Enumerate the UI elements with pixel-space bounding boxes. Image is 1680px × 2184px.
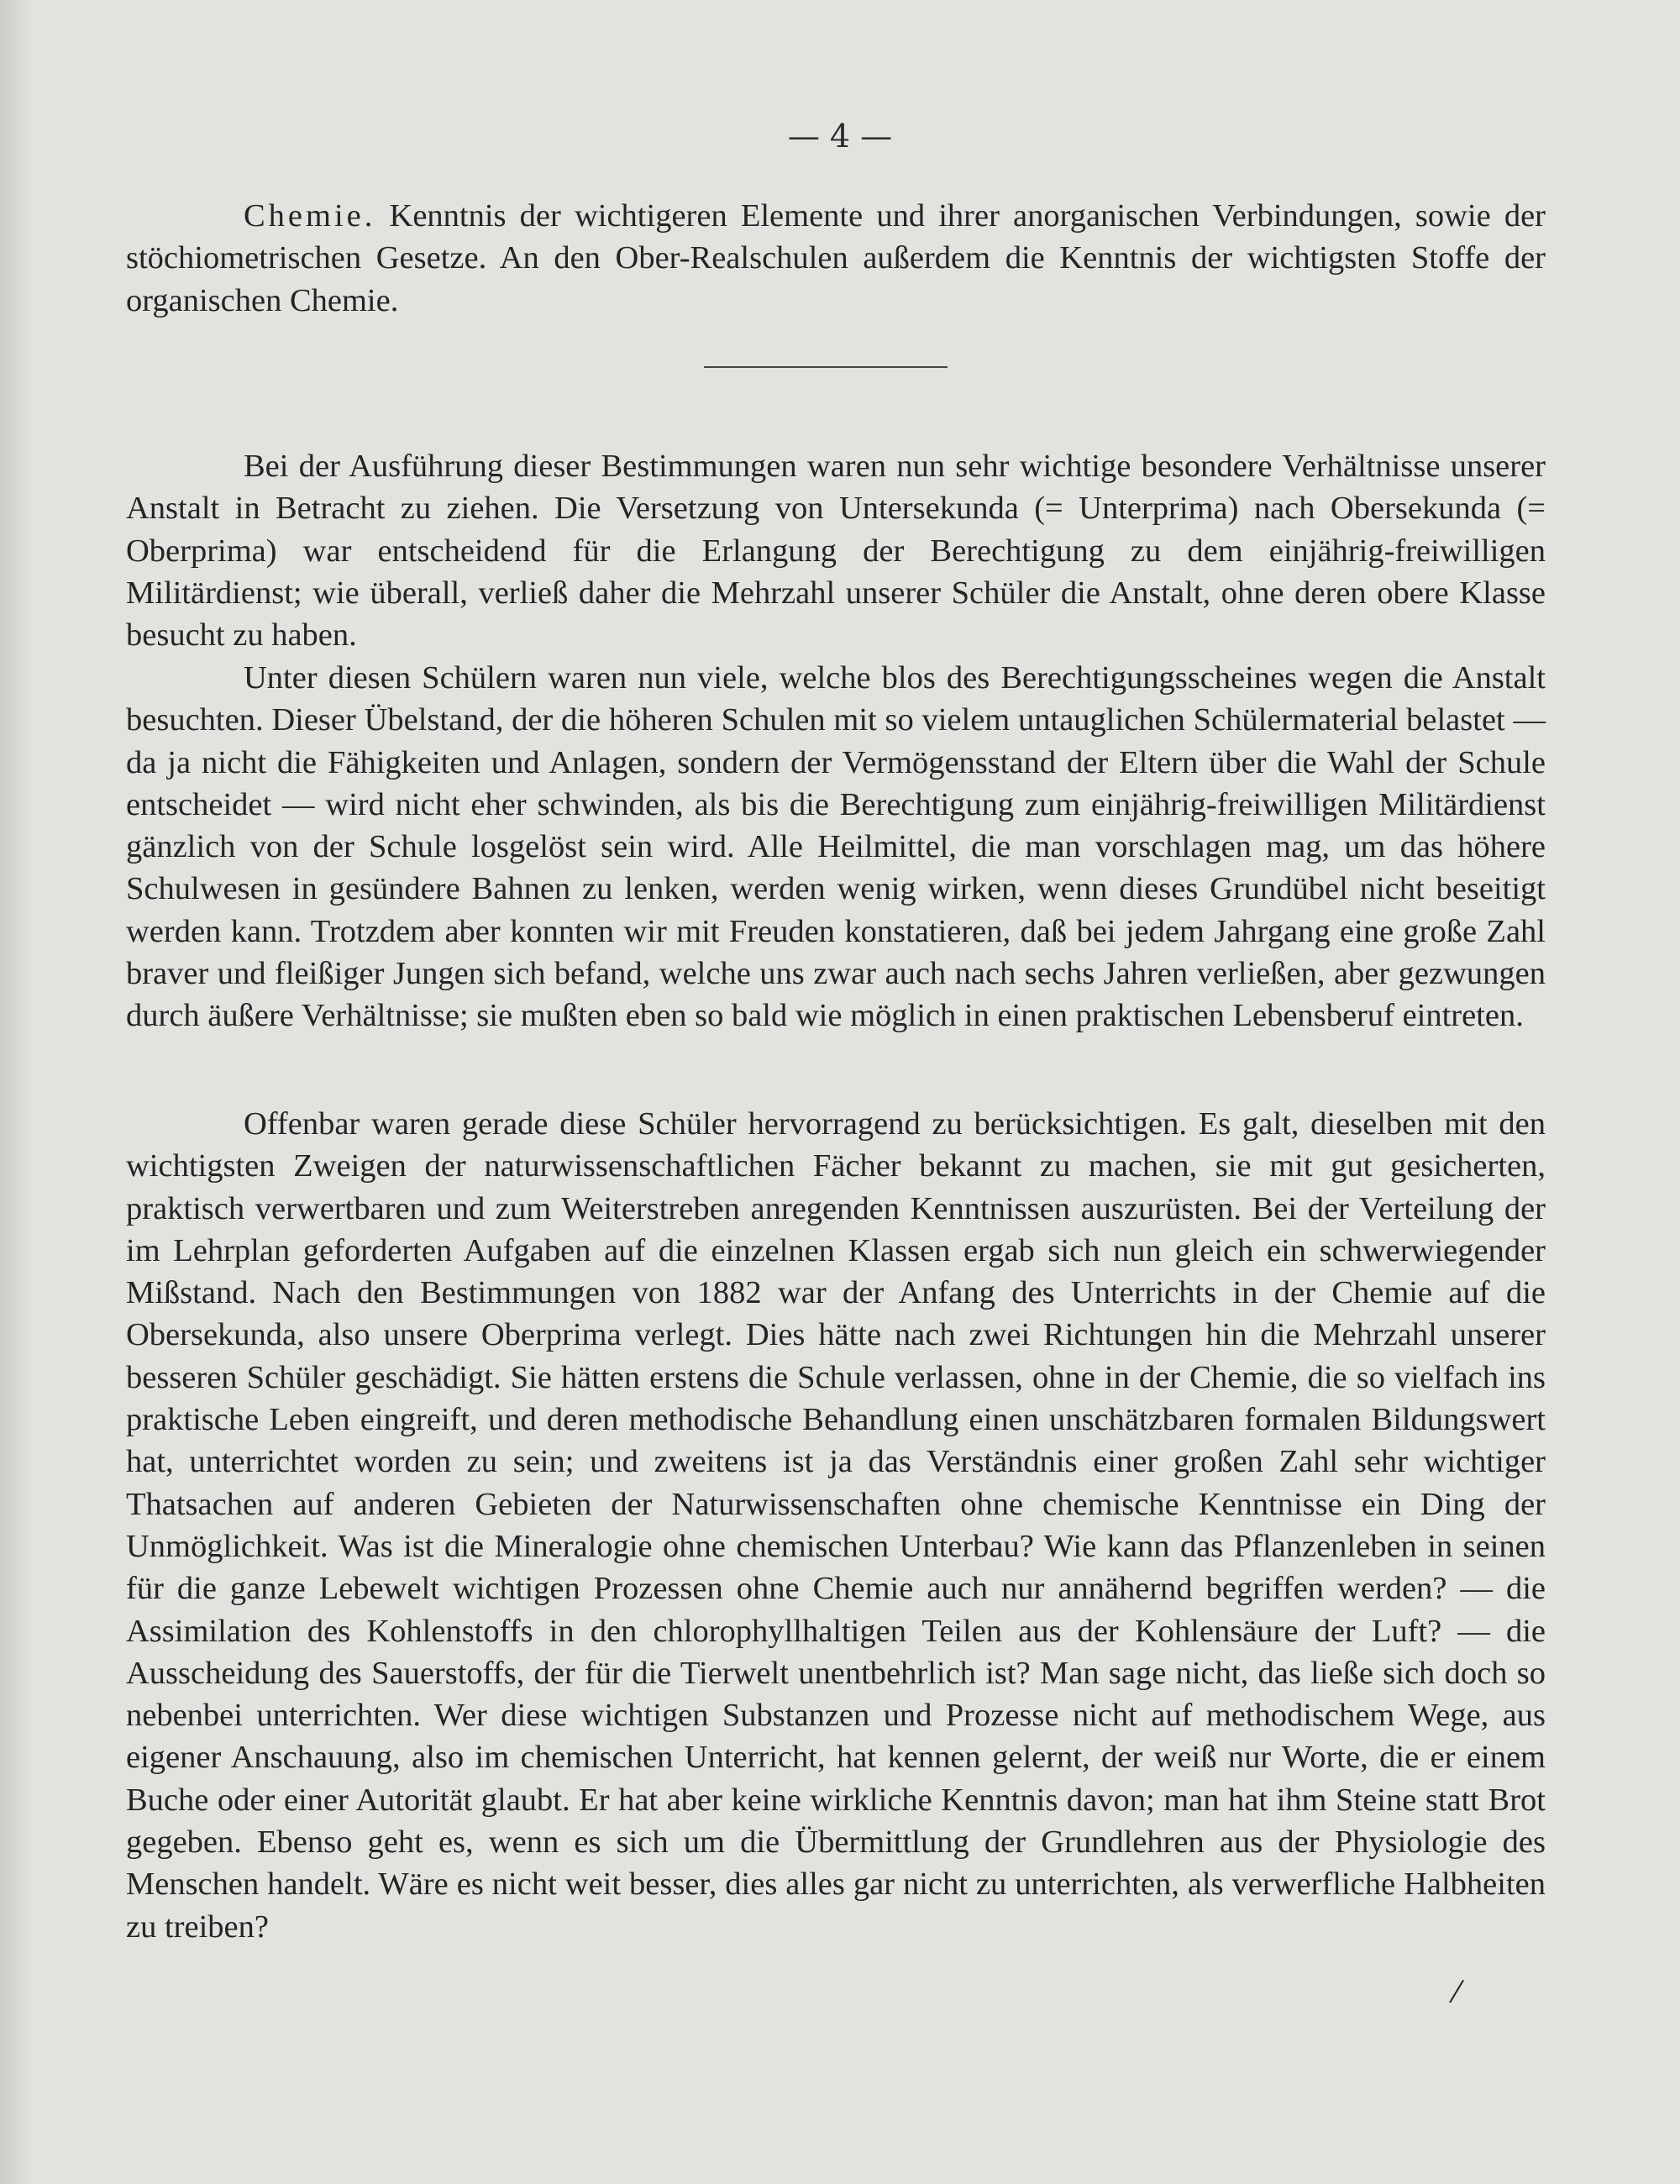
margin-pencil-mark: / bbox=[1447, 1970, 1467, 2013]
paragraph-offenbar: Offenbar waren gerade diese Schüler hervorragend zu berücksichtigen. Es galt, dieselben mit den wichtigsten Zweigen der naturwissenschaftlichen Fächer bekannt zu machen, sie mit gut gesicherten, praktisch verwertbaren und zum Weiterstreben anregenden Kenntnissen auszurüsten. Bei der Verteilung der im Lehrplan geforderten Aufgaben auf die einzelnen Klassen ergab sich nun gleich ein schwerwiegender Mißstand. Nach den Bestimmungen von 1882 war der Anfang des Unterrichts in der Chemie auf die Obersekunda, also unsere Oberprima verlegt. Dies hätte nach zwei Richtungen hin die Mehrzahl unserer besseren Schüler geschädigt. Sie hätten erstens die Schule verlassen, ohne in der Chemie, die so vielfach ins praktische Leben eingreift, und deren methodische Behandlung einen unschätzbaren formalen Bildungswert hat, unterrichtet worden zu sein; und zweitens ist ja das Verständnis einer großen Zahl sehr wichtiger Thatsachen auf anderen Gebieten der Naturwissenschaften ohne chemische Kenntnisse ein Ding der Unmöglichkeit. Was ist die Mineralogie ohne chemischen Unterbau? Wie kann das Pflanzenleben in seinen für die ganze Lebewelt wichtigen Prozessen ohne Chemie auch nur annähernd begriffen werden? — die Assimilation des Kohlenstoffs in den chlorophyllhaltigen Teilen aus der Kohlensäure der Luft? — die Ausscheidung des Sauerstoffs, der für die Tierwelt unentbehrlich ist? Man sage nicht, das ließe sich doch so nebenbei unterrichten. Wer diese wichtigen Substanzen und Prozesse nicht auf methodischem Wege, aus eigener Anschauung, also im chemischen Unterricht, hat kennen gelernt, der weiß nur Worte, die er einem Buche oder einer Autorität glaubt. Er hat aber keine wirkliche Kenntnis davon; man hat ihm Steine statt Brot gegeben. Ebenso geht es, wenn es sich um die Übermittlung der Grundlehren aus der Physiologie des Menschen handelt. Wäre es nicht weit besser, dies alles gar nicht zu unterrichten, als verwerfliche Halbheiten zu treiben? bbox=[126, 1106, 1546, 1945]
paragraph-schueler: Unter diesen Schülern waren nun viele, welche blos des Berechtigungsscheines wegen die Anstalt besuchten. Dieser Übelstand, der die höheren Schulen mit so vielem untauglichen Schülermaterial belastet — da ja nicht die Fähigkeiten und Anlagen, sondern der Vermögensstand der Eltern über die Wahl der Schule entscheidet — wird nicht eher schwinden, als bis die Berechtigung zum einjährig-freiwilligen Militärdienst gänzlich von der Schule losgelöst sein wird. Alle Heilmittel, die man vorschlagen mag, um das höhere Schulwesen in gesündere Bahnen zu lenken, werden wenig wirken, wenn dieses Grundübel nicht beseitigt werden kann. Trotzdem aber konnten wir mit Freuden konstatieren, daß bei jedem Jahrgang eine große Zahl braver und fleißiger Jungen sich befand, welche uns zwar auch nach sechs Jahren verließen, aber gezwungen durch äußere Verhältnisse; sie mußten eben so bald wie möglich in einen praktischen Lebensberuf eintreten. bbox=[126, 660, 1546, 1034]
chemie-text: Kenntnis der wichtigeren Elemente und ihrer anorganischen Verbindungen, sowie der stöchiometrischen Gesetze. An den Ober-Realschulen außerdem die Kenntnis der wichtigsten Stoffe der organischen Chemie. bbox=[126, 198, 1546, 318]
chemie-paragraph bbox=[126, 195, 1546, 322]
chemie-title: Chemie. bbox=[244, 198, 376, 234]
paragraph-ausfuehrung: Bei der Ausführung dieser Bestimmungen waren nun sehr wichtige besondere Verhältnisse unserer Anstalt in Betracht zu ziehen. Die Versetzung von Untersekunda (= Unterprima) nach Obersekunda (= Oberprima) war entscheidend für die Erlangung der Berechtigung zu dem einjährig-freiwilligen Militärdienst; wie überall, verließ daher die Mehrzahl unserer Schüler die Anstalt, ohne deren obere Klasse besucht zu haben. bbox=[126, 449, 1546, 654]
page-edge-shadow bbox=[0, 0, 32, 2184]
page-number: — 4 — bbox=[787, 118, 893, 155]
section-divider bbox=[704, 366, 948, 368]
